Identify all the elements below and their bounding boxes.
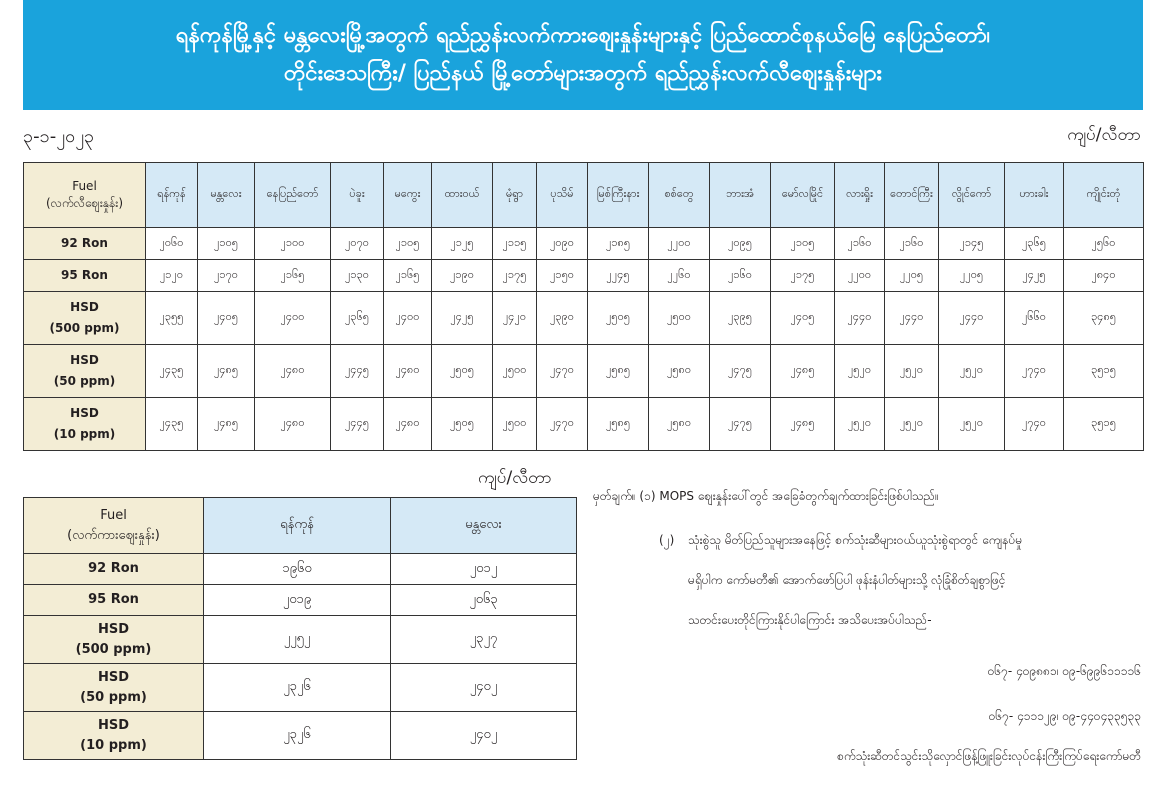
price-cell: ၂၁၅၀ (537, 260, 588, 292)
price-cell: ၂၀၆၃ (391, 585, 577, 616)
price-cell: ၂၀၆၀ (146, 228, 198, 260)
price-cell: ၂၁၈၅ (588, 228, 649, 260)
wholesale-table-row (24, 585, 577, 616)
retail-city-header: နေပြည်တော် (255, 163, 331, 228)
price-cell: ၂၅၈၀ (649, 345, 710, 398)
price-cell: ၂၁၃၀ (331, 260, 384, 292)
price-cell: ၂၃၉၅ (710, 292, 771, 345)
fuel-name-cell (24, 228, 146, 260)
fuel-name-cell (24, 260, 146, 292)
title-banner (23, 0, 1143, 110)
retail-fuel-header (24, 163, 146, 228)
price-cell: ၂၅၂၀ (885, 345, 939, 398)
retail-city-header: ပဲခူး (331, 163, 384, 228)
price-cell: ၂၀၉၅ (710, 228, 771, 260)
price-cell: ၂၄၂၅ (432, 292, 493, 345)
fuel-header-line-1: Fuel (72, 179, 97, 193)
wholesale-unit-label: ကျပ်/လီတာ (478, 468, 552, 488)
price-cell: ၂၅၂၀ (939, 345, 1005, 398)
retail-city-header: မြစ်ကြီးနား (588, 163, 649, 228)
note-item-2-number: (၂) (659, 533, 675, 547)
phone-line-1: ၀၆၇- ၄၀၉၈၈၁၊ ၀၉-၆၉၉၆၁၁၁၁၆ (987, 664, 1141, 678)
price-cell: ၂၅၈၀ (649, 398, 710, 451)
title-line-1: ရန်ကုန်မြို့နှင့် မန္တလေးမြို့အတွက် ရည်ညွှန်းလက်ကားဈေးနှုန်းများနှင့် ပြည်ထောင်စုနယ်မြေ နေပြည်တော်၊ (175, 23, 991, 48)
fuel-header-line-2: (လက်ကားဈေးနှုန်း) (67, 527, 160, 543)
price-cell: ၂၇၄၀ (1005, 398, 1064, 451)
price-cell: ၂၄၃၅ (146, 345, 198, 398)
price-cell: ၂၃၉၀ (537, 292, 588, 345)
retail-city-header: စစ်တွေ (649, 163, 710, 228)
price-cell: ၂၄၈၀ (384, 345, 432, 398)
price-cell: ၂၂၀၀ (649, 228, 710, 260)
price-cell: ၂၂၀၅ (885, 260, 939, 292)
price-cell: ၂၅၂၀ (835, 398, 885, 451)
retail-city-header: မကွေး (384, 163, 432, 228)
price-cell: ၂၃၆၅ (1005, 228, 1064, 260)
price-cell: ၂၅၈၅ (588, 345, 649, 398)
fuel-name-line: HSD (97, 621, 130, 637)
fuel-name-line: 92 Ron (61, 236, 108, 250)
wholesale-price-table (23, 497, 577, 760)
price-cell: ၂၁၀၅ (198, 228, 255, 260)
note-item-2-line-3: သတင်းပေးတိုင်ကြားနိုင်ပါကြောင်း အသိပေးအပ်ပါသည်- (688, 613, 932, 627)
price-cell: ၂၄၄၅ (331, 345, 384, 398)
retail-city-header: ပုသိမ် (537, 163, 588, 228)
price-cell: ၂၄၄၀ (939, 292, 1005, 345)
price-cell: ၂၅၀၀ (493, 398, 537, 451)
price-cell: ၂၄၀၅ (771, 292, 835, 345)
price-cell: ၂၄၈၅ (198, 398, 255, 451)
retail-table-row (24, 345, 1144, 398)
price-cell: ၂၄၂၀ (493, 292, 537, 345)
price-cell: ၂၀၇၀ (331, 228, 384, 260)
price-cell: ၂၁၇၅ (493, 260, 537, 292)
price-cell: ၂၄၈၀ (255, 345, 331, 398)
wholesale-table-row (24, 554, 577, 585)
fuel-name-line: HSD (97, 669, 130, 685)
price-cell: ၂၄၈၀ (384, 398, 432, 451)
retail-city-header: မုံရွာ (493, 163, 537, 228)
price-cell: ၂၁၀၅ (384, 228, 432, 260)
note-item-1-number: (၁) (639, 489, 656, 503)
fuel-name-line: 95 Ron (88, 592, 139, 607)
retail-city-header: ထားဝယ် (432, 163, 493, 228)
price-cell: ၂၅၀၅ (432, 398, 493, 451)
price-cell: ၂၃၂၆ (204, 712, 391, 760)
retail-table-row (24, 398, 1144, 451)
retail-table-row (24, 260, 1144, 292)
fuel-name-line: (50 ppm) (80, 689, 147, 705)
note-item-1-text: MOPS ဈေးနှုန်းပေါ်တွင် အခြေခံတွက်ချက်ထားခြင်းဖြစ်ပါသည်။ (659, 489, 939, 503)
price-cell: ၃၅၁၅ (1064, 345, 1144, 398)
note-heading: မှတ်ချက်။ (593, 489, 636, 503)
price-cell: ၂၂၀၀ (835, 260, 885, 292)
retail-city-header: လွိုင်ကော် (939, 163, 1005, 228)
price-cell: ၂၂၅၂ (204, 616, 391, 664)
price-cell: ၂၁၀၀ (255, 228, 331, 260)
price-cell: ၂၅၂၀ (939, 398, 1005, 451)
fuel-header-line-1: Fuel (100, 507, 127, 523)
title-line-2: တိုင်းဒေသကြီး/ ပြည်နယ် မြို့တော်များအတွက် ရည်ညွှန်းလက်လီဈေးနှုန်းများ (284, 61, 882, 86)
price-cell: ၂၅၂၀ (885, 398, 939, 451)
fuel-name-cell (24, 712, 204, 760)
fuel-name-line: 95 Ron (61, 268, 108, 282)
fuel-name-cell (24, 345, 146, 398)
retail-city-header: ကျိုင်းတုံ (1064, 163, 1144, 228)
price-cell: ၂၃၂၇ (391, 616, 577, 664)
fuel-name-line: HSD (70, 300, 99, 314)
price-cell: ၂၄၈၅ (771, 398, 835, 451)
price-cell: ၂၅၀၅ (432, 345, 493, 398)
wholesale-city-header: မန္တလေး (391, 498, 577, 554)
fuel-name-cell (24, 664, 204, 712)
price-cell: ၂၈၄၀ (1064, 260, 1144, 292)
retail-city-header: မော်လမြိုင် (771, 163, 835, 228)
price-cell: ၂၃၂၆ (204, 664, 391, 712)
retail-price-table (23, 162, 1144, 451)
price-cell: ၂၀၉၀ (537, 228, 588, 260)
wholesale-fuel-header (24, 498, 204, 554)
price-cell: ၂၃၅၅ (146, 292, 198, 345)
fuel-name-cell (24, 554, 204, 585)
price-cell: ၂၄၀၂ (391, 664, 577, 712)
wholesale-table-row (24, 664, 577, 712)
date-label: ၃-၁-၂၀၂၃ (23, 126, 95, 147)
fuel-name-line: (50 ppm) (53, 374, 116, 388)
price-cell: ၂၁၆၅ (255, 260, 331, 292)
fuel-header-line-2: (လက်လီဈေးနှုန်း) (45, 196, 124, 210)
phone-line-2: ၀၆၇- ၄၁၁၁၂၉၊ ၀၉-၄၄၀၄၃၃၅၃၃ (988, 709, 1141, 723)
price-cell: ၂၄၀၂ (391, 712, 577, 760)
price-cell: ၂၁၆၀ (885, 228, 939, 260)
fuel-name-cell (24, 398, 146, 451)
price-cell: ၂၁၉၀ (432, 260, 493, 292)
retail-city-header: မန္တလေး (198, 163, 255, 228)
price-cell: ၂၁၆၅ (384, 260, 432, 292)
wholesale-table-row (24, 616, 577, 664)
price-cell: ၂၁၂၀ (146, 260, 198, 292)
retail-city-header: ရန်ကုန် (146, 163, 198, 228)
price-cell: ၃၅၁၅ (1064, 398, 1144, 451)
price-cell: ၂၁၄၅ (939, 228, 1005, 260)
retail-table-row (24, 292, 1144, 345)
price-cell: ၂၄၃၅ (146, 398, 198, 451)
price-cell: ၂၄၇၀ (537, 345, 588, 398)
retail-unit-label: ကျပ်/လီတာ (1067, 125, 1141, 145)
price-cell: ၂၁၇၅ (771, 260, 835, 292)
wholesale-header-row (24, 498, 577, 554)
price-cell: ၂၄၄၅ (331, 398, 384, 451)
price-cell: ၂၆၆၀ (1005, 292, 1064, 345)
price-cell: ၂၅၀၀ (493, 345, 537, 398)
price-cell: ၂၅၆၀ (1064, 228, 1144, 260)
fuel-name-line: (500 ppm) (75, 641, 152, 657)
price-cell: ၂၄၂၅ (1005, 260, 1064, 292)
price-cell: ၂၅၂၀ (835, 345, 885, 398)
fuel-name-cell (24, 585, 204, 616)
fuel-name-line: HSD (97, 717, 130, 733)
price-cell: ၂၄၈၀ (255, 398, 331, 451)
price-cell: ၂၄၀၀ (384, 292, 432, 345)
fuel-name-line: HSD (70, 406, 99, 420)
price-cell: ၂၁၆၀ (835, 228, 885, 260)
price-cell: ၂၄၇၅ (710, 345, 771, 398)
retail-city-header: ဟားခါး (1005, 163, 1064, 228)
price-cell: ၂၇၄၀ (1005, 345, 1064, 398)
note-item-1 (593, 488, 939, 506)
price-cell: ၂၄၀၅ (198, 292, 255, 345)
committee-signature: စက်သုံးဆီတင်သွင်းသိုလှောင်ဖြန့်ဖြူးခြင်းလုပ်ငန်းကြီးကြပ်ရေးကော်မတီ (837, 749, 1141, 763)
price-cell: ၂၄၄၀ (885, 292, 939, 345)
retail-city-header: လားရှိုး (835, 163, 885, 228)
price-cell: ၂၄၇၀ (537, 398, 588, 451)
retail-city-header: တောင်ကြီး (885, 163, 939, 228)
price-cell: ၂၅၀၅ (588, 292, 649, 345)
price-cell: ၂၄၄၀ (835, 292, 885, 345)
price-cell: ၂၄၀၀ (255, 292, 331, 345)
fuel-name-line: 92 Ron (88, 561, 139, 576)
note-item-2-line-1: သုံးစွဲသူ မိတ်ပြည်သူများအနေဖြင့် စက်သုံးဆီများဝယ်ယူသုံးစွဲရာတွင် ကျေနပ်မှု (688, 533, 1023, 547)
price-cell: ၂၂၀၅ (939, 260, 1005, 292)
fuel-name-cell (24, 616, 204, 664)
price-cell: ၃၄၈၅ (1064, 292, 1144, 345)
fuel-name-line: (10 ppm) (53, 427, 116, 441)
wholesale-city-header: ရန်ကုန် (204, 498, 391, 554)
fuel-name-line: (10 ppm) (80, 737, 147, 753)
price-cell: ၂၁၇၀ (198, 260, 255, 292)
price-cell: ၂၂၆၀ (649, 260, 710, 292)
price-cell: ၂၁၆၀ (710, 260, 771, 292)
fuel-name-cell (24, 292, 146, 345)
price-cell: ၁၉၆၀ (204, 554, 391, 585)
price-cell: ၂၄၈၅ (198, 345, 255, 398)
note-item-2-line-2: မရှိပါက ကော်မတီ၏ အောက်ဖော်ပြပါ ဖုန်းနံပါတ်များသို့ လုံခြုံစိတ်ချစွာဖြင့် (688, 573, 1006, 587)
price-cell: ၂၀၁၉ (204, 585, 391, 616)
price-cell: ၂၅၀၀ (649, 292, 710, 345)
price-cell: ၂၁၁၅ (493, 228, 537, 260)
price-cell: ၂၃၆၅ (331, 292, 384, 345)
price-cell: ၂၂၄၅ (588, 260, 649, 292)
fuel-name-line: (500 ppm) (49, 321, 120, 335)
retail-table-row (24, 228, 1144, 260)
retail-city-header: ဘားအံ (710, 163, 771, 228)
price-cell: ၂၄၈၅ (771, 345, 835, 398)
price-cell: ၂၁၂၅ (432, 228, 493, 260)
wholesale-table-row (24, 712, 577, 760)
price-cell: ၂၀၁၂ (391, 554, 577, 585)
price-cell: ၂၁၀၅ (771, 228, 835, 260)
retail-header-row (24, 163, 1144, 228)
price-cell: ၂၄၇၅ (710, 398, 771, 451)
fuel-name-line: HSD (70, 353, 99, 367)
price-cell: ၂၅၈၅ (588, 398, 649, 451)
